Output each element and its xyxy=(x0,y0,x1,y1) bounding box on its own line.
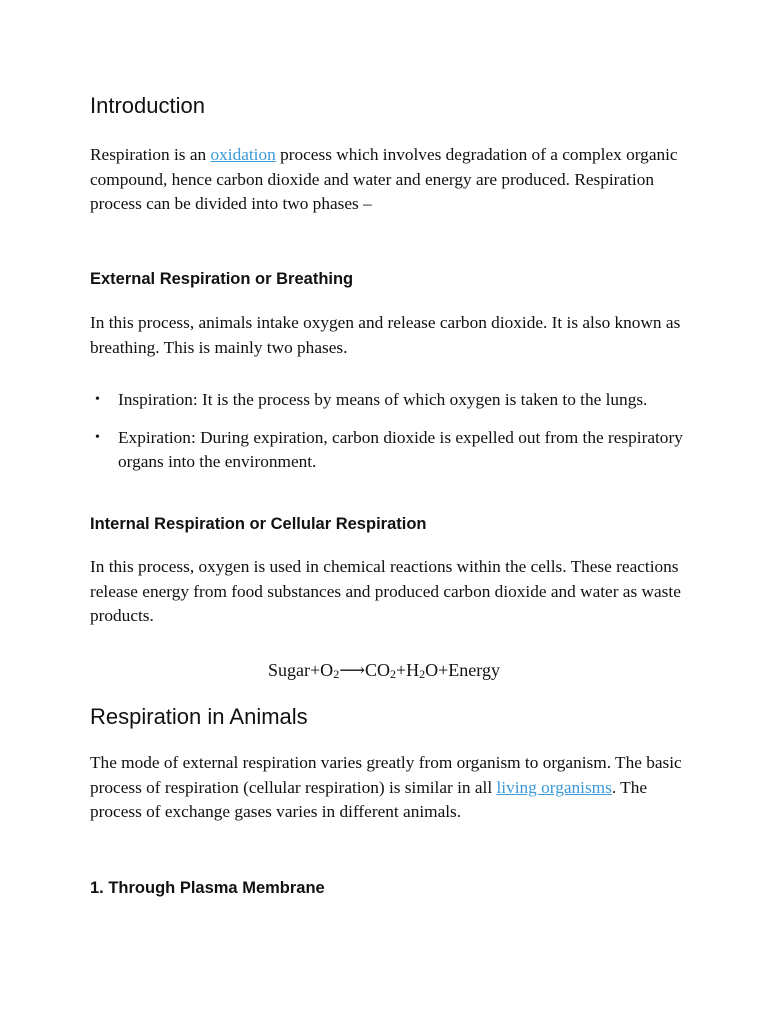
respiration-equation xyxy=(0,658,768,682)
list-item-inspiration xyxy=(90,388,690,413)
eq-part: +H xyxy=(396,660,420,680)
internal-respiration-paragraph: In this process, oxygen is used in chemical reactions within the cells. These reactions release energy from food substances and produced carbon dioxide and water as waste products. xyxy=(90,557,681,625)
intro-text-end: process which involves degradation of a complex organic compound, hence carbon dioxide and water and energy are produced. Respiration process can be divided into two phases – xyxy=(90,145,678,213)
eq-subscript: 2 xyxy=(419,667,426,681)
living-organisms-link[interactable]: living organisms xyxy=(496,777,612,797)
eq-subscript: 2 xyxy=(333,667,340,681)
animals-heading: Respiration in Animals xyxy=(90,704,308,729)
intro-paragraph xyxy=(90,143,690,217)
eq-part: ⟶CO xyxy=(339,660,390,680)
intro-text-start: Respiration is an xyxy=(90,145,211,164)
phases-list xyxy=(90,388,690,475)
external-respiration-heading: External Respiration or Breathing xyxy=(90,270,354,288)
animals-paragraph xyxy=(90,751,690,825)
eq-part: O+Energy xyxy=(425,660,500,680)
intro-heading: Introduction xyxy=(90,93,205,118)
bullet-icon: • xyxy=(95,392,100,407)
bullet-icon: • xyxy=(95,429,100,445)
list-item-text: Inspiration: It is the process by means of which oxygen is taken to the lungs. xyxy=(118,390,648,409)
eq-subscript: 2 xyxy=(390,667,396,681)
animals-text-end: . The process of exchange gases varies in different animals. xyxy=(90,777,648,821)
list-item-expiration xyxy=(90,426,690,475)
plasma-membrane-heading: 1. Through Plasma Membrane xyxy=(90,879,325,897)
eq-part: Sugar+O xyxy=(268,660,334,680)
list-item-text: Expiration: During expiration, carbon dioxide is expelled out from the respiratory organs into the environment. xyxy=(118,427,683,471)
internal-respiration-heading: Internal Respiration or Cellular Respiration xyxy=(90,515,427,533)
external-respiration-paragraph: In this process, animals intake oxygen and release carbon dioxide. It is also known as breathing. This is mainly two phases. xyxy=(90,313,681,357)
animals-text-start: The mode of external respiration varies greatly from organism to organism. The basic process of respiration (cellular respiration) is similar in all xyxy=(90,753,682,797)
oxidation-link[interactable]: oxidation xyxy=(210,145,276,164)
